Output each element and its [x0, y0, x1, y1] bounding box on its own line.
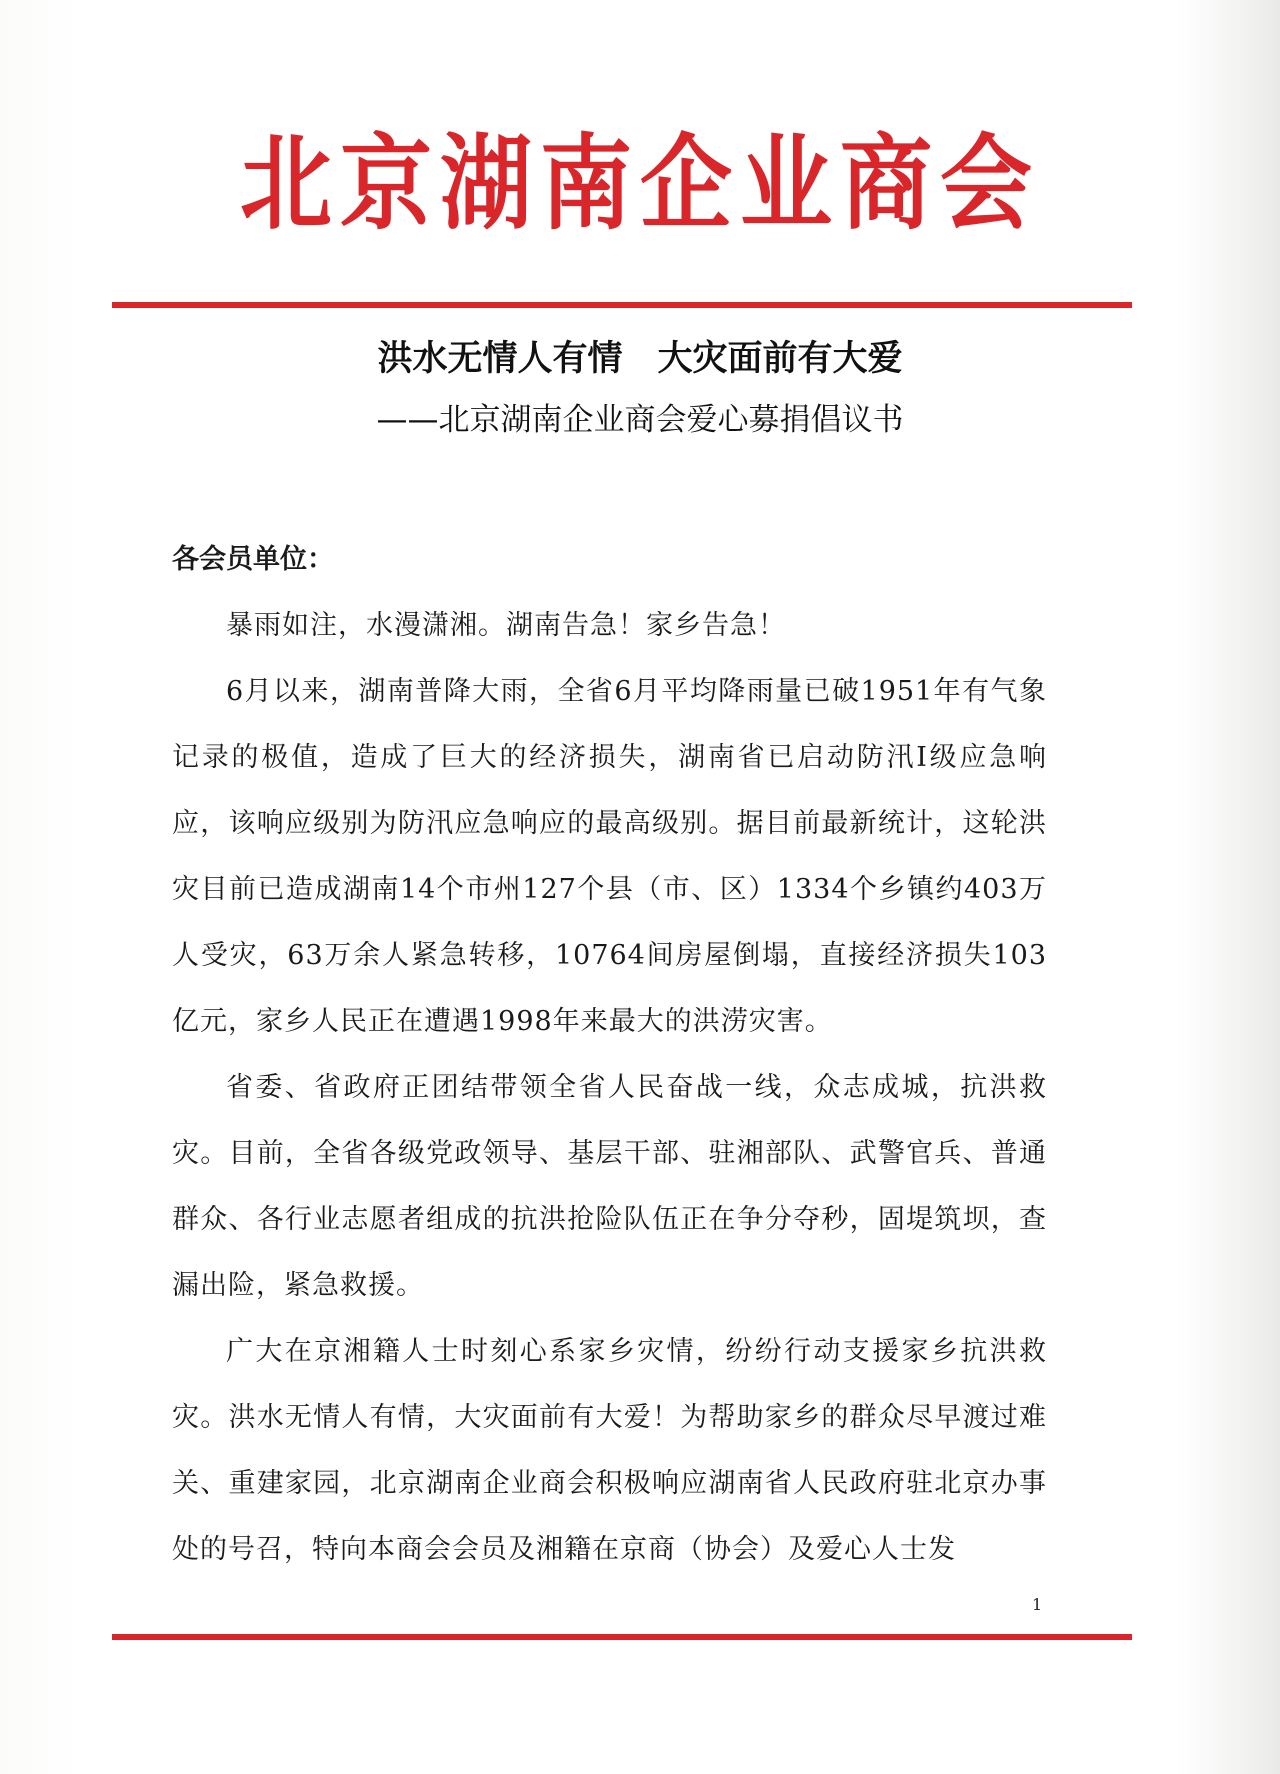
document-title: 洪水无情人有情 大灾面前有大爱: [377, 339, 903, 379]
letterhead-org-name: 北京湖南企业商会: [239, 122, 1040, 244]
body-paragraph: 6月以来，湖南普降大雨，全省6月平均降雨量已破1951年有气象记录的极值，造成了巨大的经济损失，湖南省已启动防汛Ⅰ级应急响应，该响应级别为防汛应急响应的最高级别。据目前最新统计，这轮洪灾目前已造成湖南14个市州127个县（市、区）1334个乡镇约403万人受灾，63万余人紧急转移，10764间房屋倒塌，直接经济损失103亿元，家乡人民正在遭遇1998年来最大的洪涝灾害。: [172, 676, 1047, 1037]
document-body: [172, 535, 1047, 1583]
letterhead-red-rule: [112, 302, 1132, 308]
page-number: 1: [1032, 1595, 1043, 1614]
salutation: 各会员单位：: [172, 544, 334, 575]
body-paragraph: 暴雨如注，水漫潇湘。湖南告急！家乡告急！: [226, 610, 786, 641]
document-subtitle: ——北京湖南企业商会爱心募捐倡议书: [376, 402, 904, 438]
footer-red-rule: [112, 1634, 1132, 1640]
body-paragraph: 广大在京湘籍人士时刻心系家乡灾情，纷纷行动支援家乡抗洪救灾。洪水无情人有情，大灾面前有大爱！为帮助家乡的群众尽早渡过难关、重建家园，北京湖南企业商会积极响应湖南省人民政府驻北京办事处的号召，特向本商会会员及湘籍在京商（协会）及爱心人士发: [172, 1336, 1047, 1565]
body-paragraph: 省委、省政府正团结带领全省人民奋战一线，众志成城，抗洪救灾。目前，全省各级党政领导、基层干部、驻湘部队、武警官兵、普通群众、各行业志愿者组成的抗洪抢险队伍正在争分夺秒，固堤筑坝，查漏出险，紧急救援。: [172, 1072, 1047, 1301]
